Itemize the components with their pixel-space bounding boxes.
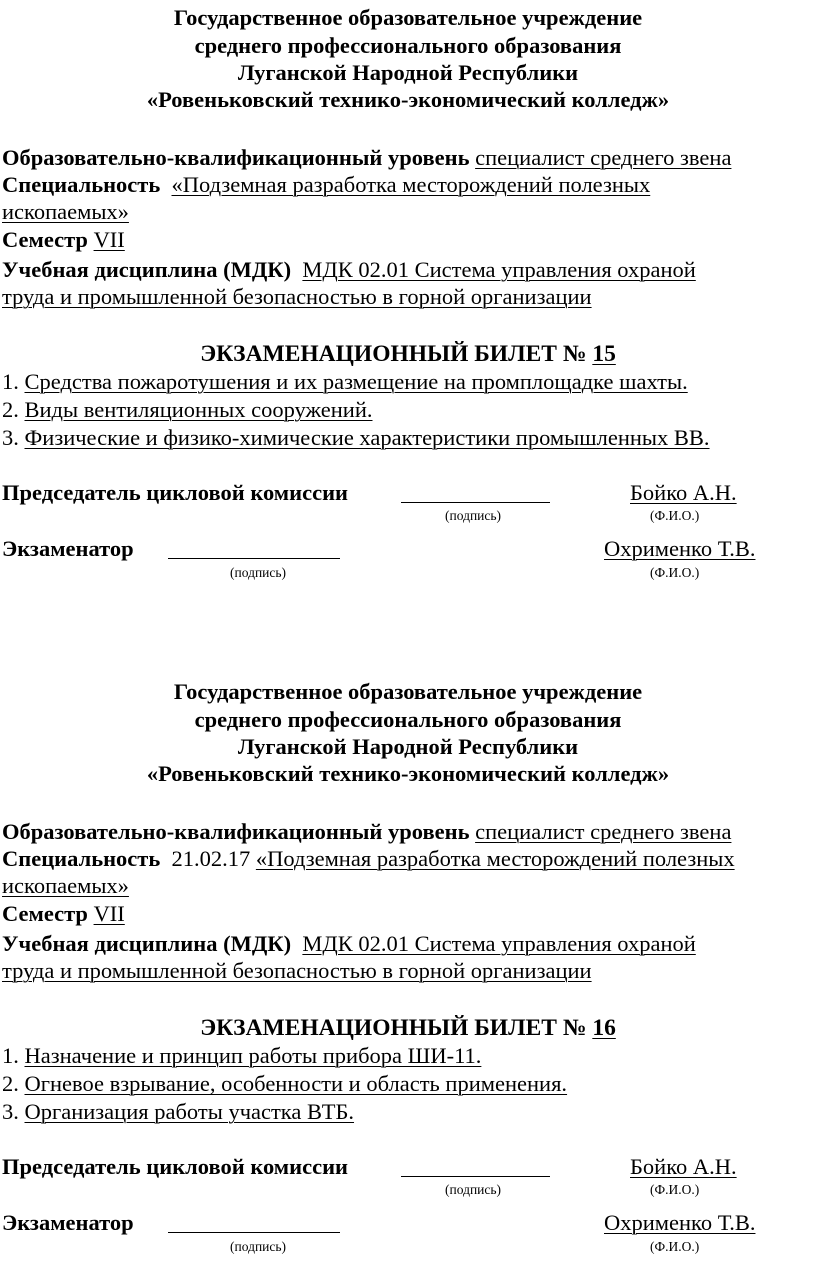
specialty-label: Специальность: [2, 172, 161, 197]
level-label: Образовательно-квалификационный уровень: [2, 145, 470, 170]
header-line: Луганской Народной Республики: [237, 734, 579, 759]
question-item: [2, 1098, 354, 1125]
discipline-row-cont: [2, 957, 592, 984]
question-number: 1.: [2, 369, 19, 394]
ticket-number: 15: [592, 341, 616, 367]
signature-caption: (подпись): [230, 565, 287, 580]
question-item: [2, 368, 688, 395]
question-item: [2, 396, 373, 423]
discipline-value-cont: труда и промышленной безопасностью в горной организации: [2, 958, 592, 983]
signature-caption: (подпись): [445, 508, 502, 523]
specialty-value-cont: ископаемых»: [2, 873, 129, 898]
chair-signature-line: [401, 1176, 550, 1177]
question-text: Огневое взрывание, особенности и область применения.: [24, 1071, 568, 1096]
discipline-label: Учебная дисциплина (МДК): [2, 931, 292, 956]
specialty-value-cont: ископаемых»: [2, 199, 129, 224]
question-item: [2, 1042, 481, 1069]
specialty-row-cont: [2, 198, 129, 225]
ticket-number: 16: [592, 1015, 616, 1041]
level-label: Образовательно-квалификационный уровень: [2, 819, 470, 844]
header-line: Государственное образовательное учреждение: [173, 679, 643, 704]
question-item: [2, 1070, 567, 1097]
specialty-row: [2, 171, 650, 198]
discipline-value-cont: труда и промышленной безопасностью в горной организации: [2, 284, 592, 309]
ticket-title: [0, 1013, 816, 1043]
fio-caption: (Ф.И.О.): [650, 565, 700, 580]
semester-value: VII: [93, 901, 125, 926]
discipline-row-cont: [2, 283, 592, 310]
chair-name: Бойко А.Н.: [630, 1154, 737, 1179]
question-text: Средства пожаротушения и их размещение на промплощадке шахты.: [24, 369, 688, 394]
ticket-title-text: ЭКЗАМЕНАЦИОННЫЙ БИЛЕТ №: [200, 1015, 587, 1041]
question-number: 3.: [2, 1099, 19, 1124]
discipline-value: МДК 02.01 Система управления охраной: [302, 257, 696, 282]
discipline-row: [2, 930, 696, 957]
specialty-code: 21.02.17: [171, 846, 251, 871]
fio-caption: (Ф.И.О.): [650, 508, 700, 523]
question-text: Физические и физико-химические характеристики промышленных ВВ.: [24, 425, 710, 450]
specialty-value: «Подземная разработка месторождений полезных: [171, 172, 651, 197]
specialty-row-cont: [2, 872, 129, 899]
header-line: «Ровеньковский технико-экономический колледж»: [146, 761, 670, 786]
level-value: специалист среднего звена: [475, 819, 732, 844]
question-text: Организация работы участка ВТБ.: [24, 1099, 355, 1124]
examiner-label: Экзаменатор: [2, 1210, 134, 1235]
header-line: среднего профессионального образования: [194, 33, 622, 58]
question-item: [2, 424, 710, 451]
semester-label: Семестр: [2, 901, 88, 926]
discipline-row: [2, 256, 696, 283]
semester-row: [2, 226, 125, 253]
specialty-value: «Подземная разработка месторождений полезных: [255, 846, 735, 871]
semester-row: [2, 900, 125, 927]
signature-caption: (подпись): [230, 1239, 287, 1254]
ticket-title-text: ЭКЗАМЕНАЦИОННЫЙ БИЛЕТ №: [200, 341, 587, 367]
chair-signature-line: [401, 502, 550, 503]
specialty-label: Специальность: [2, 846, 161, 871]
examiner-name: Охрименко Т.В.: [604, 536, 756, 561]
question-text: Назначение и принцип работы прибора ШИ-11.: [24, 1043, 482, 1068]
chair-label: Председатель цикловой комиссии: [2, 480, 348, 505]
header-line: Государственное образовательное учреждение: [173, 5, 643, 30]
discipline-label: Учебная дисциплина (МДК): [2, 257, 292, 282]
fio-caption: (Ф.И.О.): [650, 1182, 700, 1197]
question-number: 2.: [2, 397, 19, 422]
examiner-label: Экзаменатор: [2, 536, 134, 561]
level-value: специалист среднего звена: [475, 145, 732, 170]
specialty-row: [2, 845, 735, 872]
examiner-signature-line: [168, 1232, 340, 1233]
fio-caption: (Ф.И.О.): [650, 1239, 700, 1254]
signature-caption: (подпись): [445, 1182, 502, 1197]
examiner-name: Охрименко Т.В.: [604, 1210, 756, 1235]
examiner-signature-line: [168, 558, 340, 559]
discipline-value: МДК 02.01 Система управления охраной: [302, 931, 696, 956]
chair-name: Бойко А.Н.: [630, 480, 737, 505]
header-line: среднего профессионального образования: [194, 707, 622, 732]
level-row: [2, 818, 731, 845]
header-line: «Ровеньковский технико-экономический колледж»: [146, 87, 670, 112]
level-row: [2, 144, 731, 171]
question-number: 3.: [2, 425, 19, 450]
question-number: 1.: [2, 1043, 19, 1068]
chair-label: Председатель цикловой комиссии: [2, 1154, 348, 1179]
question-number: 2.: [2, 1071, 19, 1096]
header-line: Луганской Народной Республики: [237, 60, 579, 85]
question-text: Виды вентиляционных сооружений.: [24, 397, 373, 422]
semester-value: VII: [93, 227, 125, 252]
ticket-title: [0, 339, 816, 369]
semester-label: Семестр: [2, 227, 88, 252]
